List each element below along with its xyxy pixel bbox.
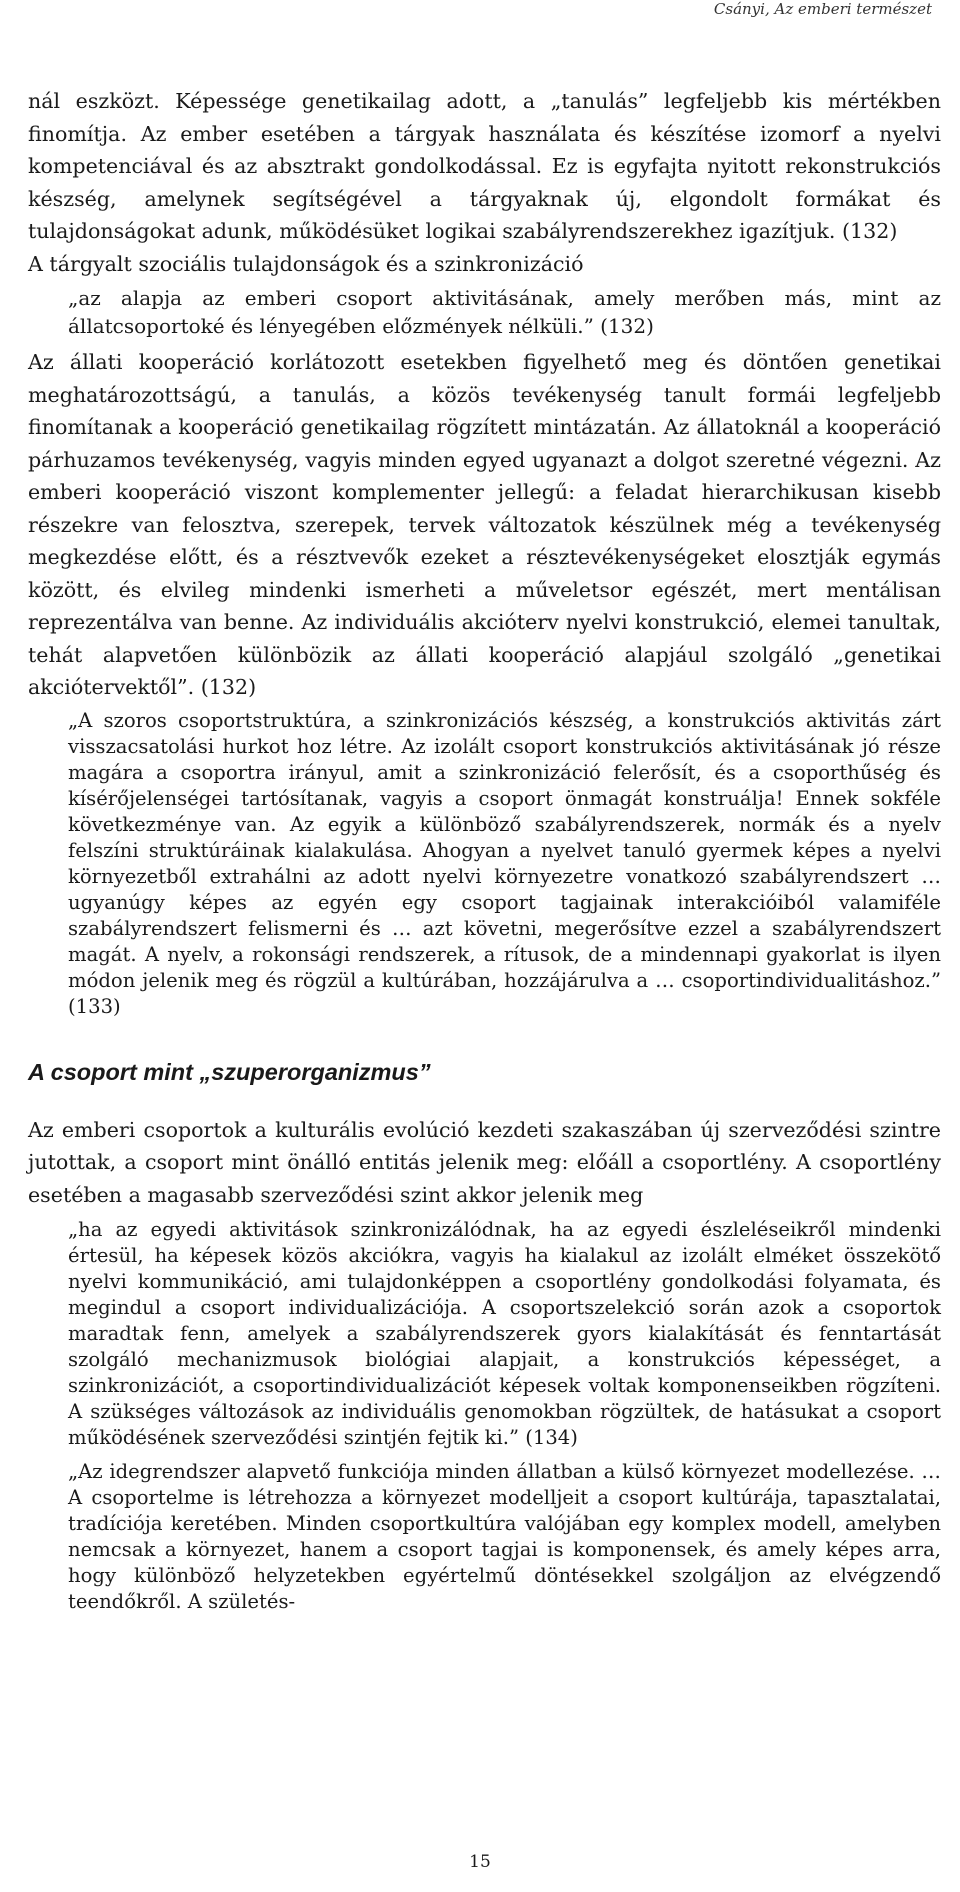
body-paragraph-group-being: Az emberi csoportok a kulturális evolúció kezdeti szakaszában új szerveződési szintre jutottak, a csoport mint önálló entitás jelenik meg: előáll a csoportlény. A csoportlény esetében a magasabb szerveződési szint akkor jelenik meg [28,1117,941,1207]
quote-sync-basis: „az alapja az emberi csoport aktivitásának, amely merőben más, mint az állatcsoportoké és lényegében előzmények nélküli.” (132) [68,286,941,338]
page-number: 15 [469,1852,491,1872]
quote-group-structure: „A szoros csoportstruktúra, a szinkronizációs készség, a konstrukciós aktivitás zárt visszacsatolási hurkot hoz létre. Az izolált csoport konstrukciós aktivitásának jó része magára a csoportra irányul, amit a szinkronizáció felerősít, és a csoporthűség és kísérőjelenségei tartósítanak, vagyis a csoport önmagát konstruálja! Ennek sokféle következménye van. Az egyik a különböző szabályrendszerek, normák és a nyelv felszíni struktúráinak kialakulása. Ahogyan a nyelvet tanuló gyermek képes a nyelvi környezetből extrahálni az adott nyelvi környezetre vonatkozó szabályrendszert … ugyanúgy képes az egyén egy csoport tagjainak interakcióiból valamiféle szabályrendszert felismerni és … azt követni, megerősítve ezzel a szabályrendszert magát. A nyelv, a rokonsági rendszerek, a rítusok, de a mindennapi gyakorlat is ilyen módon jelenik meg és rögzül a kultúrában, hozzájárulva a … csoportindividualitáshoz.” (133) [68,708,941,1018]
quote-nervous-system: „Az idegrendszer alapvető funkciója minden állatban a külső környezet modellezése. … A csoportelme is létrehozza a környezet modelljeit a csoport kultúrája, tapasztalatai, tradíciója keretében. Minden csoportkultúra valójában egy komplex modell, amelyben nemcsak a környezet, hanem a csoport tagjai is komponensek, és amely képes arra, hogy különböző helyzetekben egyértelmű döntésekkel szolgáljon az elvégzendő teendőkről. A születés- [68,1460,941,1613]
running-header: Csányi, Az emberi természet [713,0,932,18]
body-paragraph-tool-use: nál eszközt. Képessége genetikailag adott, a „tanulás” legfeljebb kis mértékben finomítja. Az ember esetében a tárgyak használata és készítése izomorf a nyelvi kompetenciával és az absztrakt gondolkodással. Ez is egyfajta nyitott rekonstrukciós készség, amelynek segítségével a tárgyaknak új, elgondolt formákat és tulajdonságokat adunk, működésüket logikai szabályrendszerekhez igazítjuk. (132) [28,89,941,243]
section-heading: A csoport mint „szuperorganizmus” [28,1058,431,1085]
body-paragraph-cooperation: Az állati kooperáció korlátozott esetekben figyelhető meg és döntően genetikai meghatározottságú, a tanulás, a közös tevékenység tanult formái legfeljebb finomítanak a kooperáció genetikailag rögzített mintázatán. Az állatoknál a kooperáció párhuzamos tevékenység, vagyis minden egyed ugyanazt a dolgot szeretné végezni. Az emberi kooperáció viszont komplementer jellegű: a feladat hierarchikusan kisebb részekre van felosztva, szerepek, tervek változatok készülnek még a tevékenység megkezdése előtt, és a résztvevők ezeket a résztevékenységeket elosztják egymás között, és elvileg mindenki ismerheti a műveletsor egészét, mert mentálisan reprezentálva van benne. Az individuális akcióterv nyelvi konstrukció, elemei tanultak, tehát alapvetően különbözik az állati kooperáció alapjául szolgáló „genetikai akciótervektől”. (132) [28,350,941,699]
page-body [28,85,941,1619]
quote-activity-sync: „ha az egyedi aktivitások szinkronizálódnak, ha az egyedi észleléseikről mindenki értesül, ha képesek közös akciókra, vagyis ha kialakul az izolált elméket összekötő nyelvi kommunikáció, ami tulajdonképpen a csoportlény gondolkodási folyamata, és megindul a csoport individualizációja. A csoportszelekció során azok a csoportok maradtak fenn, amelyek a szabályrendszerek gyors kialakítását és fenntartását szolgáló mechanizmusok biológiai alapjait, a konstrukciós képességet, a szinkronizációt, a csoportindividualizációt képesek voltak komponenseikben rögzíteni. A szükséges változások az individuális genomokban rögzültek, de hatásukat a csoport működésének szerveződési szintjén fejtik ki.” (134) [68,1218,941,1449]
body-paragraph-intro-sync: A tárgyalt szociális tulajdonságok és a szinkronizáció [28,251,584,276]
